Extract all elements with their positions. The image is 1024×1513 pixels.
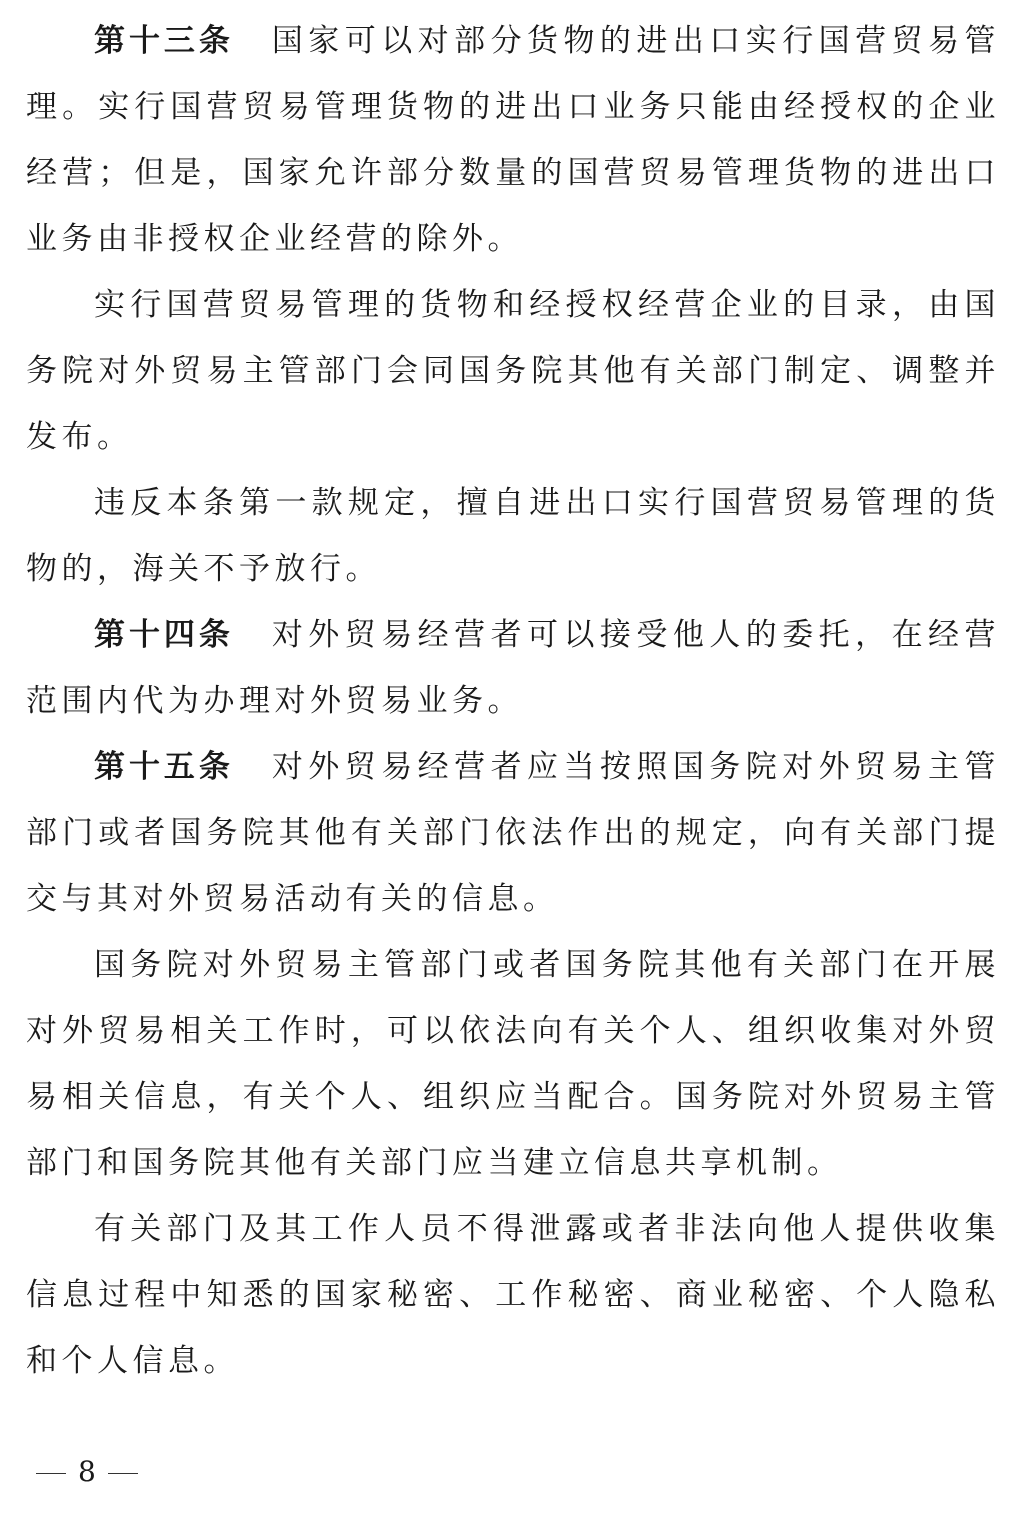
article-13-heading: 第十三条	[94, 23, 234, 59]
article-13-paragraph-3: 违反本条第一款规定，擅自进出口实行国营贸易管理的货物的，海关不予放行。	[26, 485, 1000, 587]
article-15-paragraph-1	[26, 734, 1000, 932]
article-13-text-1: 国家可以对部分货物的进出口实行国营贸易管理。实行国营贸易管理货物的进出口业务只能由经授权的企业经营；但是，国家允许部分数量的国营贸易管理货物的进出口业务由非授权企业经营的除外。	[26, 23, 1000, 257]
footer-dash-right	[108, 1473, 138, 1474]
article-15-paragraph-2: 国务院对外贸易主管部门或者国务院其他有关部门在开展对外贸易相关工作时，可以依法向有关个人、组织收集对外贸易相关信息，有关个人、组织应当配合。国务院对外贸易主管部门和国务院其他有关部门应当建立信息共享机制。	[26, 947, 1000, 1181]
article-15-heading: 第十五条	[94, 749, 234, 785]
page-number: 8	[78, 1455, 96, 1488]
article-14-paragraph-1	[26, 602, 1000, 734]
footer-dash-left	[36, 1473, 66, 1474]
page-footer	[36, 1452, 138, 1492]
article-14-text-1: 对外贸易经营者可以接受他人的委托，在经营范围内代为办理对外贸易业务。	[26, 617, 1000, 719]
article-15-paragraph-3: 有关部门及其工作人员不得泄露或者非法向他人提供收集信息过程中知悉的国家秘密、工作秘密、商业秘密、个人隐私和个人信息。	[26, 1211, 1000, 1379]
article-14-heading: 第十四条	[94, 617, 234, 653]
article-13-paragraph-1	[26, 8, 1000, 272]
article-13-paragraph-2: 实行国营贸易管理的货物和经授权经营企业的目录，由国务院对外贸易主管部门会同国务院其他有关部门制定、调整并发布。	[26, 287, 1000, 455]
document-page	[26, 8, 1000, 1394]
article-15-text-1: 对外贸易经营者应当按照国务院对外贸易主管部门或者国务院其他有关部门依法作出的规定，向有关部门提交与其对外贸易活动有关的信息。	[26, 749, 1000, 917]
